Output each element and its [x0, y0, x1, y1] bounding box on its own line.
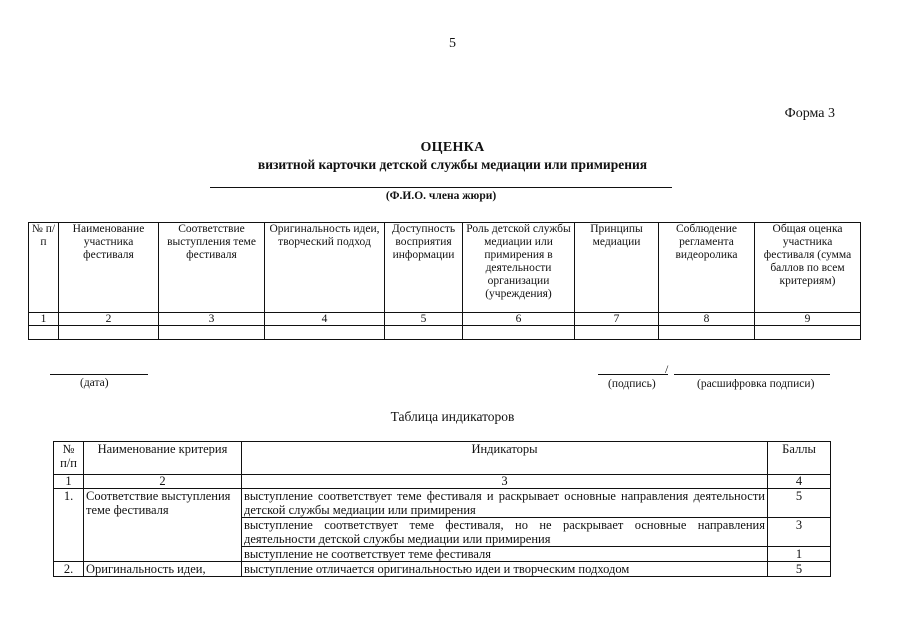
- indicators-header-row: [54, 442, 831, 475]
- document-title: ОЦЕНКА: [420, 140, 485, 155]
- column-number: 9: [755, 313, 861, 326]
- column-number: 1: [29, 313, 59, 326]
- column-number: 6: [463, 313, 575, 326]
- indicator-text: выступление соответствует теме фестиваля и раскрывает основные направления деятельности детской службы медиации или примирения: [242, 489, 768, 518]
- header-cell: № п/п: [54, 442, 84, 475]
- column-number: 4: [768, 475, 831, 489]
- criterion-name: Оригинальность идеи,: [84, 562, 242, 577]
- column-number: 2: [84, 475, 242, 489]
- indicators-table: [53, 441, 831, 577]
- decoding-line: [674, 374, 830, 375]
- score-card-header-row: [29, 223, 861, 313]
- page-number: 5: [449, 36, 456, 51]
- header-cell: Индикаторы: [242, 442, 768, 475]
- header-cell: Соответствие выступления теме фестиваля: [159, 223, 265, 313]
- document-subtitle: визитной карточки детской службы медиации или примирения: [257, 157, 648, 172]
- indicator-score: 5: [768, 489, 831, 518]
- header-cell: Оригинальность идеи, творческий подход: [265, 223, 385, 313]
- header-cell: Наименование участника фестиваля: [59, 223, 159, 313]
- signature-caption: (подпись): [608, 378, 656, 390]
- column-number: 8: [659, 313, 755, 326]
- score-card-empty-row: [29, 326, 861, 340]
- header-cell: Наименование критерия: [84, 442, 242, 475]
- indicator-score: 1: [768, 547, 831, 562]
- score-card-table: [28, 222, 861, 340]
- empty-cell[interactable]: [659, 326, 755, 340]
- indicator-text: выступление соответствует теме фестиваля, но не раскрывает основные направления деятельности детской службы медиации или примирения: [242, 518, 768, 547]
- column-number: 3: [159, 313, 265, 326]
- score-card-number-row: [29, 313, 861, 326]
- empty-cell[interactable]: [29, 326, 59, 340]
- column-number: 4: [265, 313, 385, 326]
- jury-name-line: [210, 187, 672, 188]
- header-cell: Доступность восприятия информации: [385, 223, 463, 313]
- table-row: [54, 562, 831, 577]
- empty-cell[interactable]: [755, 326, 861, 340]
- empty-cell[interactable]: [575, 326, 659, 340]
- signature-line: [598, 374, 668, 375]
- indicator-text: выступление не соответствует теме фестиваля: [242, 547, 768, 562]
- date-line: [50, 374, 148, 375]
- column-number: 2: [59, 313, 159, 326]
- header-cell: № п/п: [29, 223, 59, 313]
- decoding-caption: (расшифровка подписи): [697, 378, 815, 390]
- signature-separator: /: [665, 362, 669, 376]
- empty-cell[interactable]: [265, 326, 385, 340]
- table-row: [54, 489, 831, 518]
- column-number: 1: [54, 475, 84, 489]
- column-number: 3: [242, 475, 768, 489]
- indicators-title: Таблица индикаторов: [390, 409, 515, 424]
- column-number: 7: [575, 313, 659, 326]
- indicator-text: выступление отличается оригинальностью идеи и творческим подходом: [242, 562, 768, 577]
- indicator-score: 5: [768, 562, 831, 577]
- indicators-number-row: [54, 475, 831, 489]
- jury-name-caption: (Ф.И.О. члена жюри): [385, 190, 497, 202]
- indicator-score: 3: [768, 518, 831, 547]
- criterion-name: Соответствие выступления теме фестиваля: [84, 489, 242, 562]
- empty-cell[interactable]: [463, 326, 575, 340]
- header-cell: Принципы медиации: [575, 223, 659, 313]
- header-cell: Общая оценка участника фестиваля (сумма баллов по всем критериям): [755, 223, 861, 313]
- empty-cell[interactable]: [385, 326, 463, 340]
- row-number: 2.: [54, 562, 84, 577]
- date-caption: (дата): [80, 377, 109, 389]
- header-cell: Роль детской службы медиации или примирения в деятельности организации (учреждения): [463, 223, 575, 313]
- header-cell: Соблюдение регламента видеоролика: [659, 223, 755, 313]
- column-number: 5: [385, 313, 463, 326]
- row-number: 1.: [54, 489, 84, 562]
- form-label: Форма 3: [784, 106, 835, 121]
- header-cell: Баллы: [768, 442, 831, 475]
- empty-cell[interactable]: [59, 326, 159, 340]
- empty-cell[interactable]: [159, 326, 265, 340]
